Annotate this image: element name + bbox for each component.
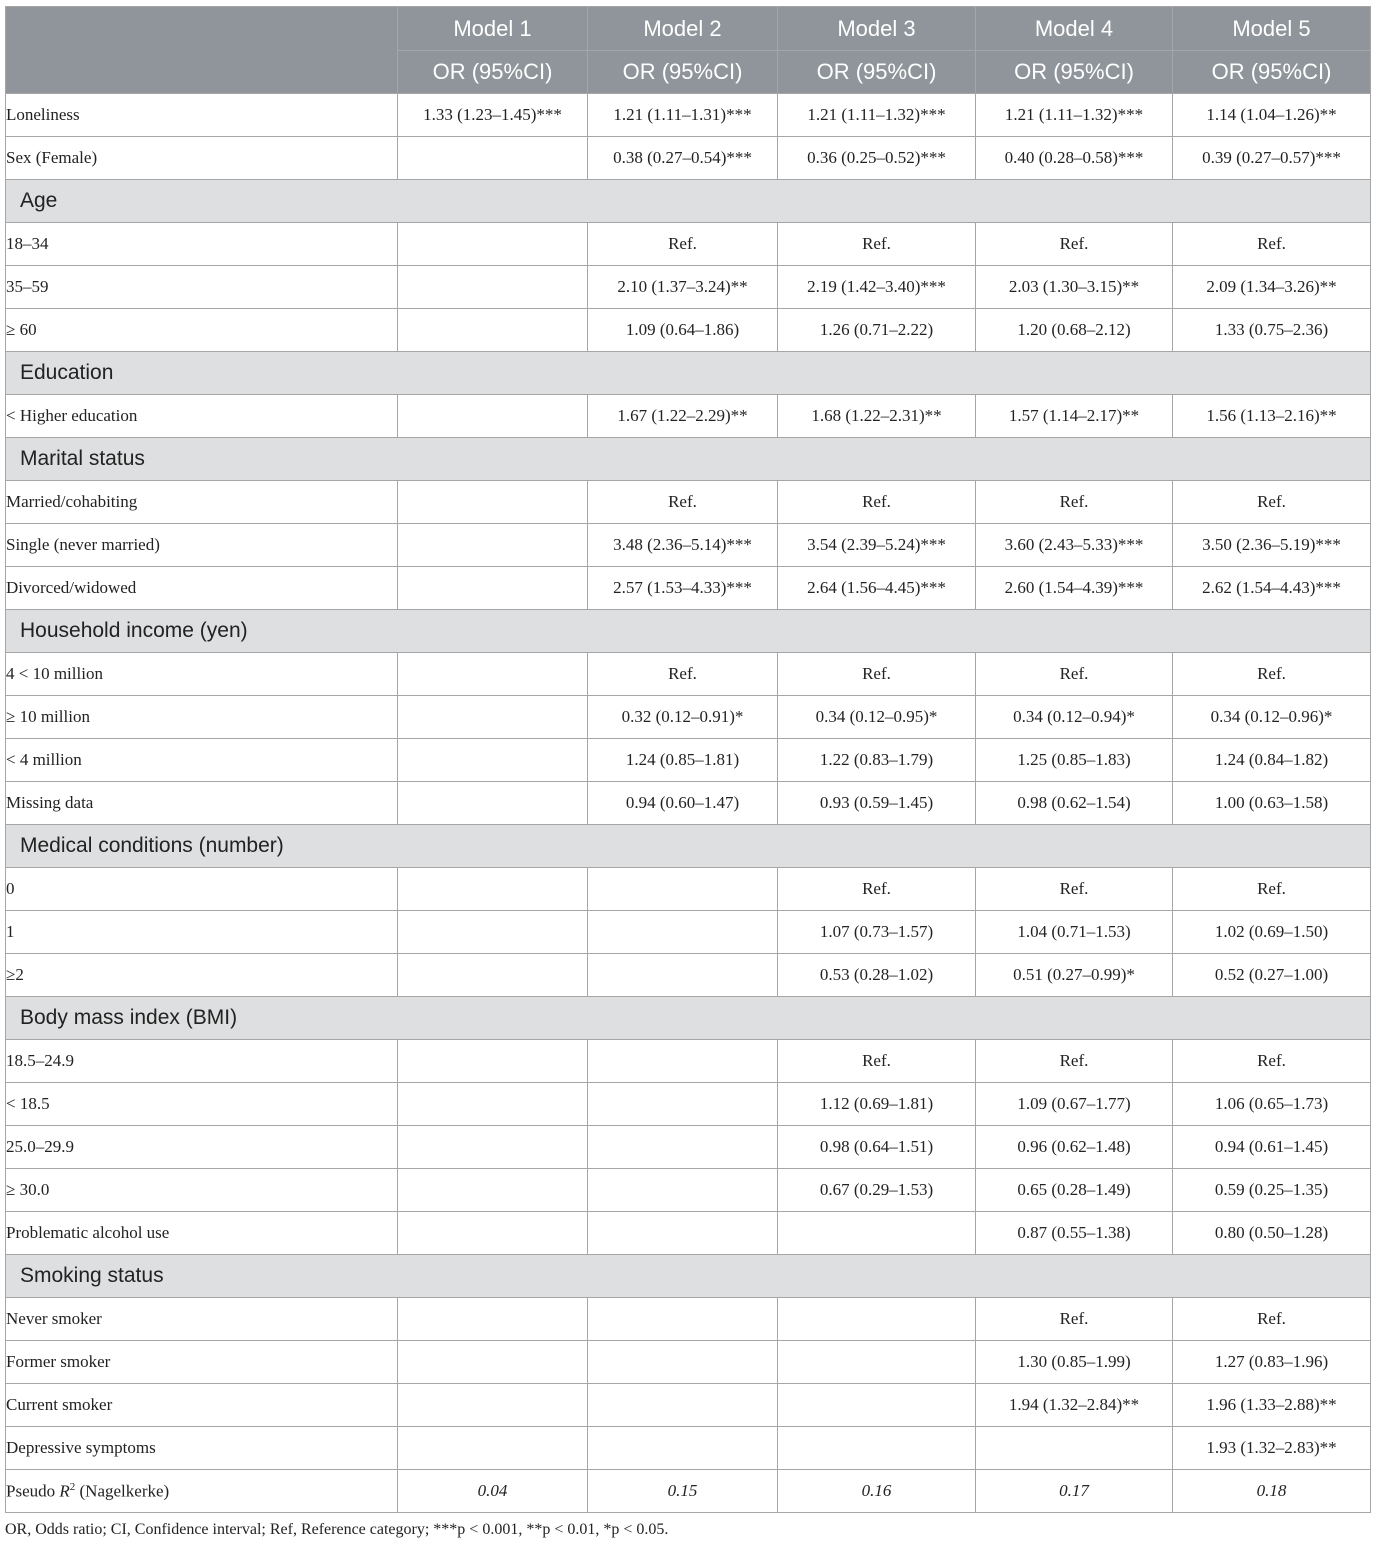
cell-value: 1.09 (0.67–1.77) <box>976 1083 1173 1126</box>
cell-value: 1.96 (1.33–2.88)** <box>1173 1384 1371 1427</box>
table-row <box>6 524 1371 567</box>
row-label: ≥ 30.0 <box>6 1169 398 1212</box>
cell-value: Ref. <box>778 868 976 911</box>
cell-value <box>398 223 588 266</box>
table-row <box>6 1212 1371 1255</box>
cell-value: 0.93 (0.59–1.45) <box>778 782 976 825</box>
cell-value: 1.30 (0.85–1.99) <box>976 1341 1173 1384</box>
cell-value <box>588 1298 778 1341</box>
table-row-sex <box>6 137 1371 180</box>
cell-value: Ref. <box>778 1040 976 1083</box>
cell-value: 2.60 (1.54–4.39)*** <box>976 567 1173 610</box>
cell-value <box>588 1040 778 1083</box>
section-header-household-income <box>6 610 1371 653</box>
table-row <box>6 1298 1371 1341</box>
cell-value: Ref. <box>976 481 1173 524</box>
row-label: ≥2 <box>6 954 398 997</box>
cell-value: 1.02 (0.69–1.50) <box>1173 911 1371 954</box>
cell-value <box>398 739 588 782</box>
cell-value <box>398 137 588 180</box>
cell-value: 1.09 (0.64–1.86) <box>588 309 778 352</box>
header-row-models <box>6 7 1371 51</box>
header-metric: OR (95%CI) <box>398 51 588 94</box>
table-row <box>6 782 1371 825</box>
label-suffix: (Nagelkerke) <box>75 1481 170 1501</box>
section-title: Marital status <box>6 438 1371 481</box>
cell-value <box>398 266 588 309</box>
row-label: Divorced/widowed <box>6 567 398 610</box>
table-row <box>6 868 1371 911</box>
section-title: Education <box>6 352 1371 395</box>
row-label: Married/cohabiting <box>6 481 398 524</box>
cell-value: Ref. <box>778 481 976 524</box>
cell-value: 2.64 (1.56–4.45)*** <box>778 567 976 610</box>
cell-value: 3.60 (2.43–5.33)*** <box>976 524 1173 567</box>
cell-value: 0.17 <box>976 1470 1173 1513</box>
cell-value: 0.32 (0.12–0.91)* <box>588 696 778 739</box>
table-footnote: OR, Odds ratio; CI, Confidence interval; Ref, Reference category; ***p < 0.001, **p < 0.01, *p < 0.05. <box>5 1521 669 1538</box>
row-label: ≥ 60 <box>6 309 398 352</box>
row-label: Current smoker <box>6 1384 398 1427</box>
cell-value: 0.38 (0.27–0.54)*** <box>588 137 778 180</box>
cell-value: 1.12 (0.69–1.81) <box>778 1083 976 1126</box>
cell-value: 1.07 (0.73–1.57) <box>778 911 976 954</box>
cell-value: Ref. <box>976 868 1173 911</box>
cell-value <box>398 954 588 997</box>
cell-value: Ref. <box>976 653 1173 696</box>
cell-value: 0.34 (0.12–0.96)* <box>1173 696 1371 739</box>
cell-value <box>398 1298 588 1341</box>
cell-value: Ref. <box>1173 653 1371 696</box>
label-superscript: 2 <box>69 1480 76 1493</box>
cell-value: 0.04 <box>398 1470 588 1513</box>
row-label: 1 <box>6 911 398 954</box>
cell-value: 0.94 (0.61–1.45) <box>1173 1126 1371 1169</box>
row-label: Problematic alcohol use <box>6 1212 398 1255</box>
cell-value: 0.52 (0.27–1.00) <box>1173 954 1371 997</box>
cell-value: 0.36 (0.25–0.52)*** <box>778 137 976 180</box>
table-row-loneliness <box>6 94 1371 137</box>
cell-value: Ref. <box>588 653 778 696</box>
cell-value: 0.98 (0.62–1.54) <box>976 782 1173 825</box>
cell-value: 1.27 (0.83–1.96) <box>1173 1341 1371 1384</box>
cell-value <box>588 1384 778 1427</box>
table-row <box>6 696 1371 739</box>
cell-value: 0.34 (0.12–0.94)* <box>976 696 1173 739</box>
row-label: Single (never married) <box>6 524 398 567</box>
cell-value: 2.09 (1.34–3.26)** <box>1173 266 1371 309</box>
row-label: < 4 million <box>6 739 398 782</box>
section-title: Medical conditions (number) <box>6 825 1371 868</box>
cell-value: 3.48 (2.36–5.14)*** <box>588 524 778 567</box>
cell-value: 0.51 (0.27–0.99)* <box>976 954 1173 997</box>
cell-value <box>398 1126 588 1169</box>
cell-value: 0.40 (0.28–0.58)*** <box>976 137 1173 180</box>
cell-value: 0.59 (0.25–1.35) <box>1173 1169 1371 1212</box>
cell-value: 0.87 (0.55–1.38) <box>976 1212 1173 1255</box>
cell-value: Ref. <box>976 1040 1173 1083</box>
cell-value: Ref. <box>976 223 1173 266</box>
row-label: ≥ 10 million <box>6 696 398 739</box>
cell-value: 3.54 (2.39–5.24)*** <box>778 524 976 567</box>
cell-value <box>778 1341 976 1384</box>
cell-value <box>588 868 778 911</box>
cell-value <box>398 868 588 911</box>
cell-value <box>588 1341 778 1384</box>
cell-value: 1.57 (1.14–2.17)** <box>976 395 1173 438</box>
cell-value <box>778 1212 976 1255</box>
cell-value: 1.56 (1.13–2.16)** <box>1173 395 1371 438</box>
cell-value: 1.14 (1.04–1.26)** <box>1173 94 1371 137</box>
cell-value: 2.62 (1.54–4.43)*** <box>1173 567 1371 610</box>
header-corner <box>6 7 398 94</box>
section-title: Age <box>6 180 1371 223</box>
cell-value: 1.33 (0.75–2.36) <box>1173 309 1371 352</box>
cell-value: 1.24 (0.85–1.81) <box>588 739 778 782</box>
cell-value: 1.06 (0.65–1.73) <box>1173 1083 1371 1126</box>
cell-value: 2.03 (1.30–3.15)** <box>976 266 1173 309</box>
cell-value <box>778 1298 976 1341</box>
cell-value: 0.53 (0.28–1.02) <box>778 954 976 997</box>
cell-value: 3.50 (2.36–5.19)*** <box>1173 524 1371 567</box>
cell-value: Ref. <box>1173 1040 1371 1083</box>
cell-value <box>398 567 588 610</box>
row-label: < 18.5 <box>6 1083 398 1126</box>
cell-value <box>398 696 588 739</box>
row-label: 18.5–24.9 <box>6 1040 398 1083</box>
table-row <box>6 481 1371 524</box>
cell-value: Ref. <box>1173 1298 1371 1341</box>
cell-value: 2.10 (1.37–3.24)** <box>588 266 778 309</box>
section-title: Body mass index (BMI) <box>6 997 1371 1040</box>
header-model: Model 2 <box>588 7 778 51</box>
cell-value: Ref. <box>778 223 976 266</box>
cell-value <box>588 1126 778 1169</box>
cell-value: 1.33 (1.23–1.45)*** <box>398 94 588 137</box>
cell-value <box>588 1083 778 1126</box>
section-header-education <box>6 352 1371 395</box>
cell-value <box>778 1427 976 1470</box>
cell-value: 0.34 (0.12–0.95)* <box>778 696 976 739</box>
cell-value: Ref. <box>1173 868 1371 911</box>
cell-value: Ref. <box>976 1298 1173 1341</box>
row-label: 0 <box>6 868 398 911</box>
table-row <box>6 1083 1371 1126</box>
row-label: 4 < 10 million <box>6 653 398 696</box>
cell-value: 1.00 (0.63–1.58) <box>1173 782 1371 825</box>
table-row <box>6 395 1371 438</box>
cell-value: 1.68 (1.22–2.31)** <box>778 395 976 438</box>
cell-value: 0.16 <box>778 1470 976 1513</box>
table-row <box>6 266 1371 309</box>
regression-results-table <box>5 6 1371 1513</box>
cell-value: 0.15 <box>588 1470 778 1513</box>
header-metric: OR (95%CI) <box>778 51 976 94</box>
cell-value: 1.04 (0.71–1.53) <box>976 911 1173 954</box>
header-metric: OR (95%CI) <box>976 51 1173 94</box>
row-label-pseudo-r2 <box>6 1470 398 1513</box>
header-model: Model 4 <box>976 7 1173 51</box>
cell-value <box>588 1212 778 1255</box>
section-title: Household income (yen) <box>6 610 1371 653</box>
cell-value <box>398 1341 588 1384</box>
cell-value <box>398 782 588 825</box>
section-header-smoking-status <box>6 1255 1371 1298</box>
row-label: 18–34 <box>6 223 398 266</box>
row-label: Missing data <box>6 782 398 825</box>
label-prefix: Pseudo <box>6 1481 60 1501</box>
section-header-bmi <box>6 997 1371 1040</box>
cell-value: 1.22 (0.83–1.79) <box>778 739 976 782</box>
cell-value <box>398 1083 588 1126</box>
cell-value: 1.20 (0.68–2.12) <box>976 309 1173 352</box>
cell-value: 0.80 (0.50–1.28) <box>1173 1212 1371 1255</box>
table-row <box>6 223 1371 266</box>
table-body <box>6 94 1371 1513</box>
row-label: 25.0–29.9 <box>6 1126 398 1169</box>
cell-value <box>976 1427 1173 1470</box>
table-row <box>6 1384 1371 1427</box>
cell-value <box>398 911 588 954</box>
cell-value: Ref. <box>1173 223 1371 266</box>
cell-value: Ref. <box>588 223 778 266</box>
section-header-age <box>6 180 1371 223</box>
cell-value: 1.21 (1.11–1.31)*** <box>588 94 778 137</box>
table-row <box>6 567 1371 610</box>
cell-value: 2.19 (1.42–3.40)*** <box>778 266 976 309</box>
cell-value: 0.98 (0.64–1.51) <box>778 1126 976 1169</box>
cell-value: Ref. <box>588 481 778 524</box>
row-label: Sex (Female) <box>6 137 398 180</box>
table-row <box>6 1169 1371 1212</box>
table-row <box>6 653 1371 696</box>
cell-value <box>588 911 778 954</box>
table-row <box>6 1126 1371 1169</box>
row-label: < Higher education <box>6 395 398 438</box>
label-variable: R <box>59 1481 70 1501</box>
header-metric: OR (95%CI) <box>588 51 778 94</box>
table-row-pseudo-r2 <box>6 1470 1371 1513</box>
table-header <box>6 7 1371 94</box>
cell-value <box>398 1212 588 1255</box>
cell-value <box>588 954 778 997</box>
cell-value: 1.94 (1.32–2.84)** <box>976 1384 1173 1427</box>
cell-value: Ref. <box>1173 481 1371 524</box>
table-row <box>6 911 1371 954</box>
table-row <box>6 1341 1371 1384</box>
header-model: Model 3 <box>778 7 976 51</box>
cell-value: 0.96 (0.62–1.48) <box>976 1126 1173 1169</box>
cell-value <box>398 653 588 696</box>
table-row <box>6 954 1371 997</box>
table-row <box>6 1427 1371 1470</box>
cell-value <box>398 1169 588 1212</box>
cell-value: 2.57 (1.53–4.33)*** <box>588 567 778 610</box>
cell-value: 1.21 (1.11–1.32)*** <box>778 94 976 137</box>
cell-value: 1.25 (0.85–1.83) <box>976 739 1173 782</box>
cell-value <box>398 1427 588 1470</box>
row-label: Never smoker <box>6 1298 398 1341</box>
cell-value: 0.18 <box>1173 1470 1371 1513</box>
cell-value: 1.24 (0.84–1.82) <box>1173 739 1371 782</box>
section-header-marital-status <box>6 438 1371 481</box>
cell-value: 0.94 (0.60–1.47) <box>588 782 778 825</box>
cell-value <box>588 1427 778 1470</box>
cell-value: 1.93 (1.32–2.83)** <box>1173 1427 1371 1470</box>
cell-value <box>398 1040 588 1083</box>
cell-value <box>398 395 588 438</box>
table-row <box>6 309 1371 352</box>
row-label: Loneliness <box>6 94 398 137</box>
cell-value: 0.65 (0.28–1.49) <box>976 1169 1173 1212</box>
cell-value: 1.67 (1.22–2.29)** <box>588 395 778 438</box>
cell-value: 1.21 (1.11–1.32)*** <box>976 94 1173 137</box>
cell-value: Ref. <box>778 653 976 696</box>
header-model: Model 1 <box>398 7 588 51</box>
header-metric: OR (95%CI) <box>1173 51 1371 94</box>
cell-value <box>588 1169 778 1212</box>
cell-value: 0.67 (0.29–1.53) <box>778 1169 976 1212</box>
row-label: Former smoker <box>6 1341 398 1384</box>
cell-value <box>398 309 588 352</box>
row-label: Depressive symptoms <box>6 1427 398 1470</box>
cell-value: 0.39 (0.27–0.57)*** <box>1173 137 1371 180</box>
table-row <box>6 739 1371 782</box>
cell-value <box>778 1384 976 1427</box>
table-row <box>6 1040 1371 1083</box>
section-header-medical-conditions <box>6 825 1371 868</box>
cell-value <box>398 1384 588 1427</box>
header-model: Model 5 <box>1173 7 1371 51</box>
row-label: 35–59 <box>6 266 398 309</box>
cell-value: 1.26 (0.71–2.22) <box>778 309 976 352</box>
cell-value <box>398 481 588 524</box>
section-title: Smoking status <box>6 1255 1371 1298</box>
cell-value <box>398 524 588 567</box>
